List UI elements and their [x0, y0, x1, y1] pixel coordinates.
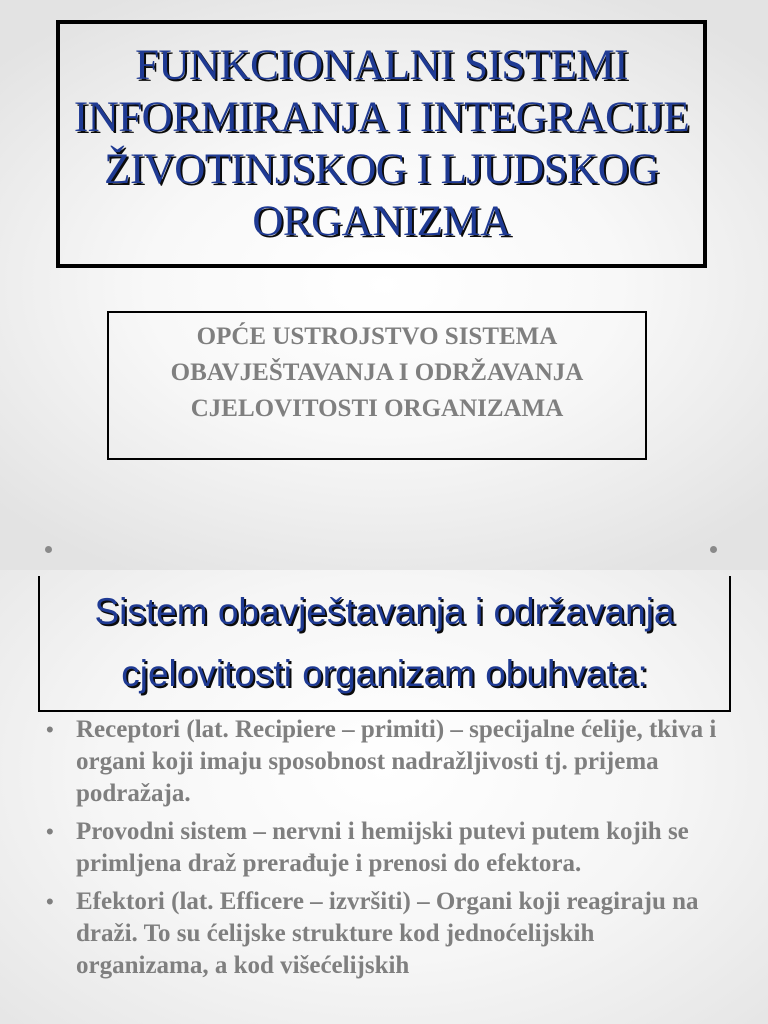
- bullet-text: Receptori (lat. Recipiere – primiti) – specijalne ćelije, tkiva i organi koji imaju sposobnost nadražljivosti tj. prijema podražaja.: [76, 716, 717, 807]
- subtitle-box: [107, 311, 647, 460]
- list-item: [46, 714, 726, 810]
- bullet-icon: •: [46, 889, 54, 914]
- bullet-list: [46, 714, 726, 988]
- bullet-dot-icon: [710, 546, 717, 553]
- slide-content: [0, 570, 768, 1024]
- bullet-icon: •: [46, 819, 54, 844]
- slide-title-text: FUNKCIONALNI SISTEMI INFORMIRANJA I INTEGRACIJE ŽIVOTINJSKOG I LJUDSKOG ORGANIZMA: [73, 42, 690, 245]
- list-item: [46, 816, 726, 880]
- bullet-text: Provodni sistem – nervni i hemijski putevi putem kojih se primljena draž prerađuje i prenosi do efektora.: [76, 818, 689, 877]
- slide-subtitle-text: OPĆE USTROJSTVO SISTEMA OBAVJEŠTAVANJA I ODRŽAVANJA CJELOVITOSTI ORGANIZAMA: [170, 323, 584, 422]
- heading-box: [38, 576, 731, 712]
- list-item: [46, 886, 726, 982]
- slide-heading: Sistem obavještavanja i održavanja cjelovitosti organizam obuhvata:: [94, 591, 675, 694]
- bullet-icon: •: [46, 717, 54, 742]
- bullet-dot-icon: [45, 546, 52, 553]
- title-box: [56, 20, 707, 268]
- bullet-text: Efektori (lat. Efficere – izvršiti) – Organi koji reagiraju na draži. To su ćelijske strukture kod jednoćelijskih organizama, a kod višećelijskih: [76, 888, 699, 979]
